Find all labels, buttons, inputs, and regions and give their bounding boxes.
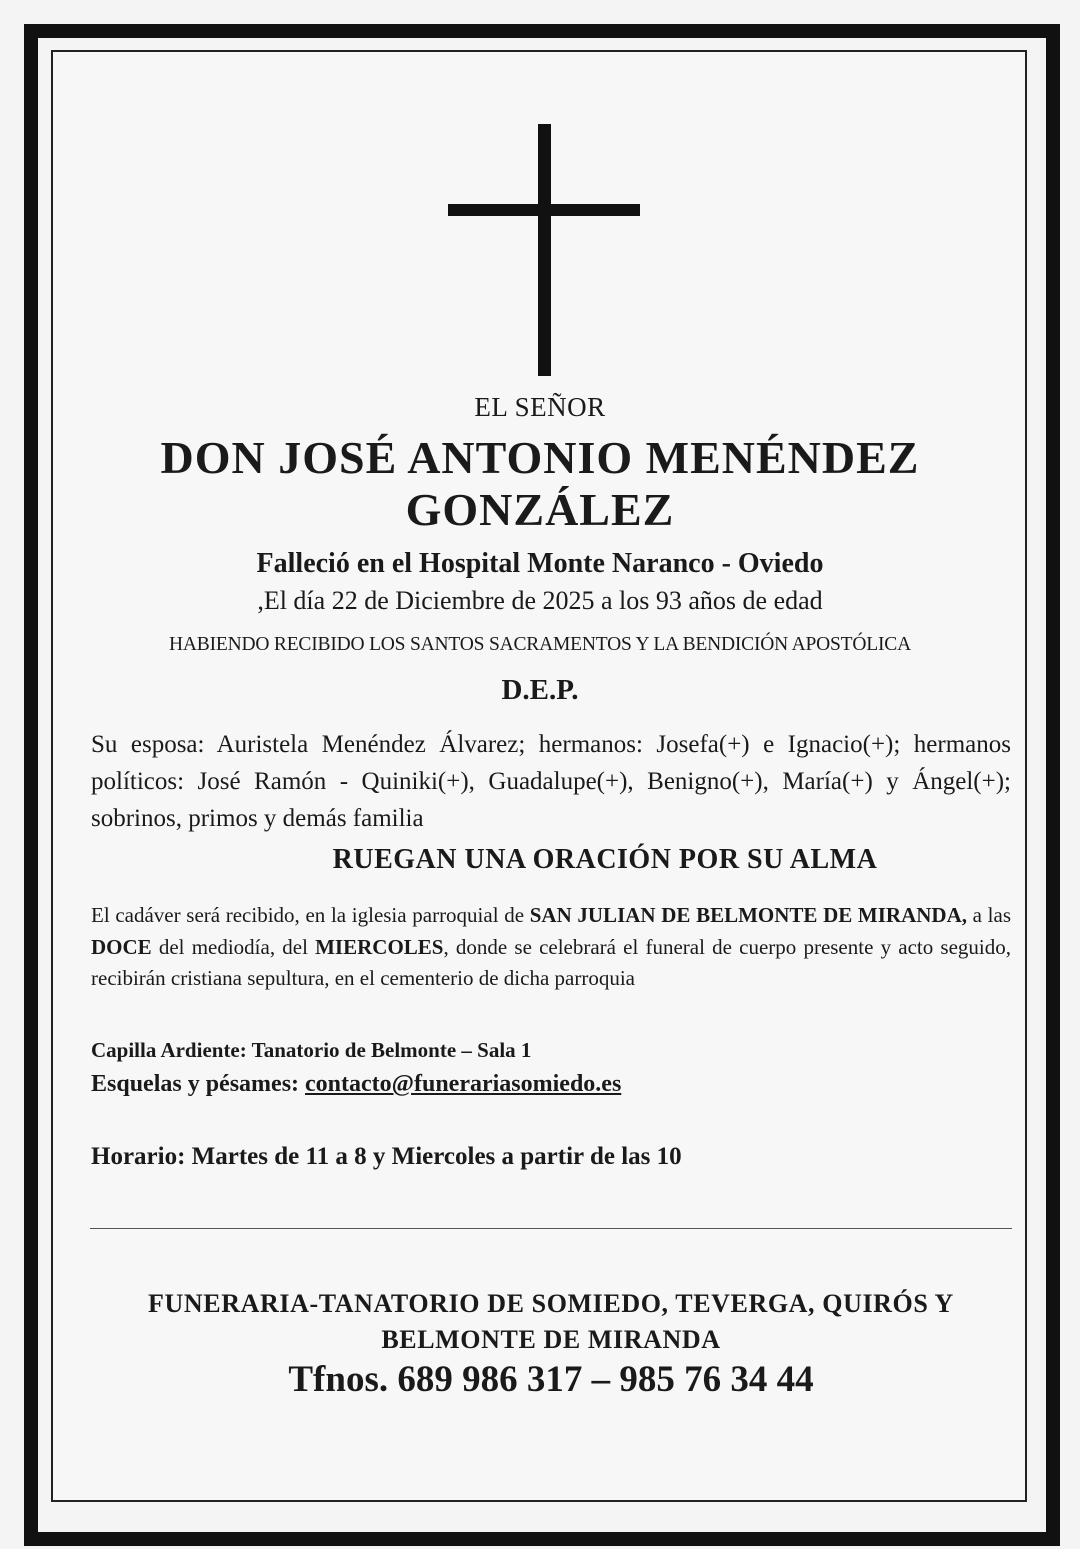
dep-heading: D.E.P. — [501, 674, 579, 706]
funeral-text-2: a las — [967, 903, 1011, 927]
cross-icon — [0, 0, 1080, 380]
funeral-text-4: , donde se celebrará el funeral de cuerpo presente y acto seguido, recibirán cristiana sepultura, en el cementerio de dicha parroquia — [91, 934, 1011, 990]
church-name: SAN JULIAN DE BELMONTE DE MIRANDA, — [529, 903, 968, 927]
funeral-home-name: FUNERARIA-TANATORIO DE SOMIEDO, TEVERGA, QUIRÓS Y BELMONTE DE MIRANDA — [148, 1289, 954, 1354]
schedule: Horario: Martes de 11 a 8 y Miercoles a partir de las 10 — [91, 1143, 682, 1170]
funeral-details — [91, 900, 1011, 995]
sacraments-line: HABIENDO RECIBIDO LOS SANTOS SACRAMENTOS Y LA BENDICIÓN APOSTÓLICA — [169, 634, 911, 655]
family-list: Su esposa: Auristela Menéndez Álvarez; hermanos: Josefa(+) e Ignacio(+); hermanos políticos: José Ramón - Quiniki(+), Guadalupe(+), Benigno(+), María(+) y Ángel(+); sobrinos, primos y demás familia — [91, 731, 1011, 832]
cross-vertical-bar — [538, 124, 551, 376]
condolences-line — [91, 1071, 621, 1098]
funeral-text-3: del mediodía, del — [151, 934, 316, 959]
title-small: EL SEÑOR — [474, 392, 606, 422]
cross-horizontal-bar — [448, 204, 640, 216]
prayer-request: RUEGAN UNA ORACIÓN POR SU ALMA — [332, 844, 878, 875]
condolences-label: Esquelas y pésames: — [91, 1071, 306, 1097]
date-of-death: ,El día 22 de Diciembre de 2025 a los 93 años de edad — [257, 586, 823, 615]
funeral-day: MIERCOLES — [315, 934, 444, 959]
deceased-name: DON JOSÉ ANTONIO MENÉNDEZ GONZÁLEZ — [160, 432, 920, 535]
place-of-death: Falleció en el Hospital Monte Naranco - Oviedo — [256, 548, 824, 579]
chapel-info: Capilla Ardiente: Tanatorio de Belmonte – Sala 1 — [91, 1038, 532, 1062]
funeral-text-1: El cadáver será recibido, en la iglesia parroquial de — [91, 903, 530, 927]
funeral-time: DOCE — [91, 934, 152, 959]
divider-line — [90, 1228, 1012, 1229]
phone-numbers: Tfnos. 689 986 317 – 985 76 34 44 — [288, 1359, 814, 1400]
email-link[interactable]: contacto@funerariasomiedo.es — [305, 1071, 622, 1097]
